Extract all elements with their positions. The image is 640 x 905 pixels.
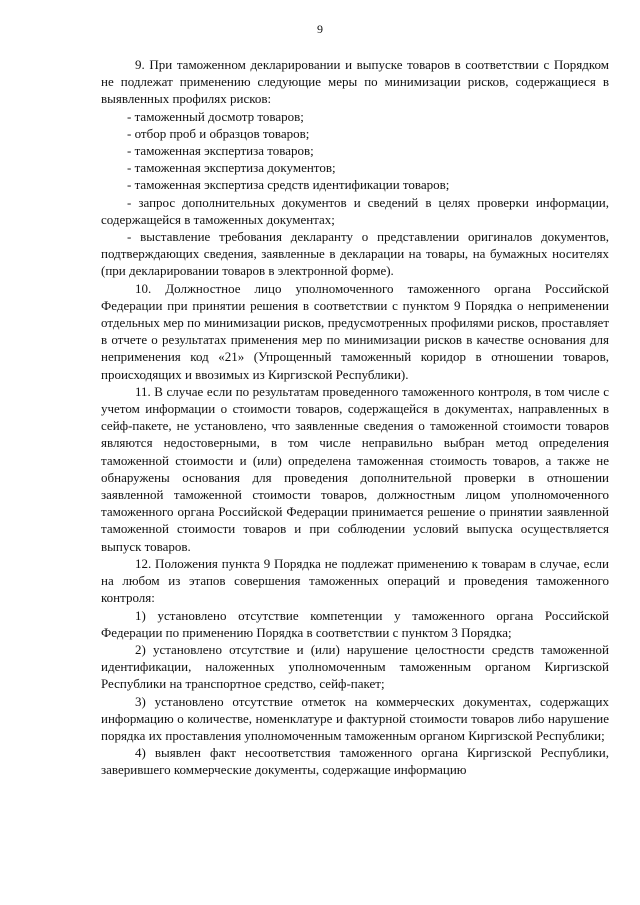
list-item: - выставление требования декларанту о представлении оригиналов документов, подтверждающих сведения, заявленные в декларации на товары, на бумажных носителях (при декларировании товаров в электронной форме).: [101, 229, 609, 279]
list-item: - запрос дополнительных документов и сведений в целях проверки информации, содержащейся в таможенных документах;: [101, 194, 609, 227]
subitem-12-2: 2) установлено отсутствие и (или) нарушение целостности средств таможенной идентификации, наложенных уполномоченным таможенным органом Киргизской Республики на транспортное средство, сейф-пакет;: [101, 641, 609, 692]
list-item: - таможенная экспертиза средств идентификации товаров;: [127, 177, 450, 193]
subitem-12-1: 1) установлено отсутствие компетенции у таможенного органа Российской Федерации по применению Порядка в соответствии с пунктом 3 Порядка;: [101, 607, 609, 640]
page-number: 9: [317, 22, 323, 36]
list-item: - таможенный досмотр товаров;: [127, 108, 304, 124]
subitem-12-4: 4) выявлен факт несоответствия таможенного органа Киргизской Республики, заверившего коммерческие документы, содержащие информацию: [101, 745, 609, 778]
list-item: - отбор проб и образцов товаров;: [127, 125, 310, 141]
paragraph-9: 9. При таможенном декларировании и выпуске товаров в соответствии с Порядком не подлежат применению следующие меры по минимизации рисков, содержащиеся в выявленных профилях рисков:: [101, 57, 609, 107]
paragraph-11: 11. В случае если по результатам проведенного таможенного контроля, в том числе с учетом информации о стоимости товаров, содержащейся в документах, направленных в сейф-пакете, не установлено, что заявленные сведения о таможенной стоимости товаров являются недостоверными, в том числе неправильно выбран метод определения таможенной стоимости и (или) определена таможенная стоимость товаров, а также не обнаружены основания для проведения дополнительной проверки в отношении заявленной таможенной стоимости товаров, должностным лицом уполномоченного таможенного органа Российской Федерации принимается решение о принятии заявленной таможенной стоимости товаров и при соблюдении условий выпуска осуществляется выпуск товаров.: [101, 383, 609, 554]
list-item: - таможенная экспертиза документов;: [127, 160, 336, 176]
paragraph-10: 10. Должностное лицо уполномоченного таможенного органа Российской Федерации при принятии решения в соответствии с пунктом 9 Порядка о неприменении отдельных мер по минимизации рисков, предусмотренных профилями рисков, проставляет в отчете о результатах применения мер по минимизации рисков в качестве основания для неприменения код «21» (Упрощенный таможенный коридор в отношении товаров, происходящих и ввозимых из Киргизской Республики).: [101, 280, 609, 382]
subitem-12-3: 3) установлено отсутствие отметок на коммерческих документах, содержащих информацию о количестве, номенклатуре и фактурной стоимости товаров либо нарушение порядка их проставления уполномоченным таможенным органом Киргизской Республики;: [101, 693, 609, 743]
document-body: [101, 56, 609, 779]
paragraph-12: 12. Положения пункта 9 Порядка не подлежат применению к товарам в случае, если на любом из этапов совершения таможенных операций и проведения таможенного контроля:: [101, 555, 609, 606]
list-item: - таможенная экспертиза товаров;: [127, 143, 314, 159]
